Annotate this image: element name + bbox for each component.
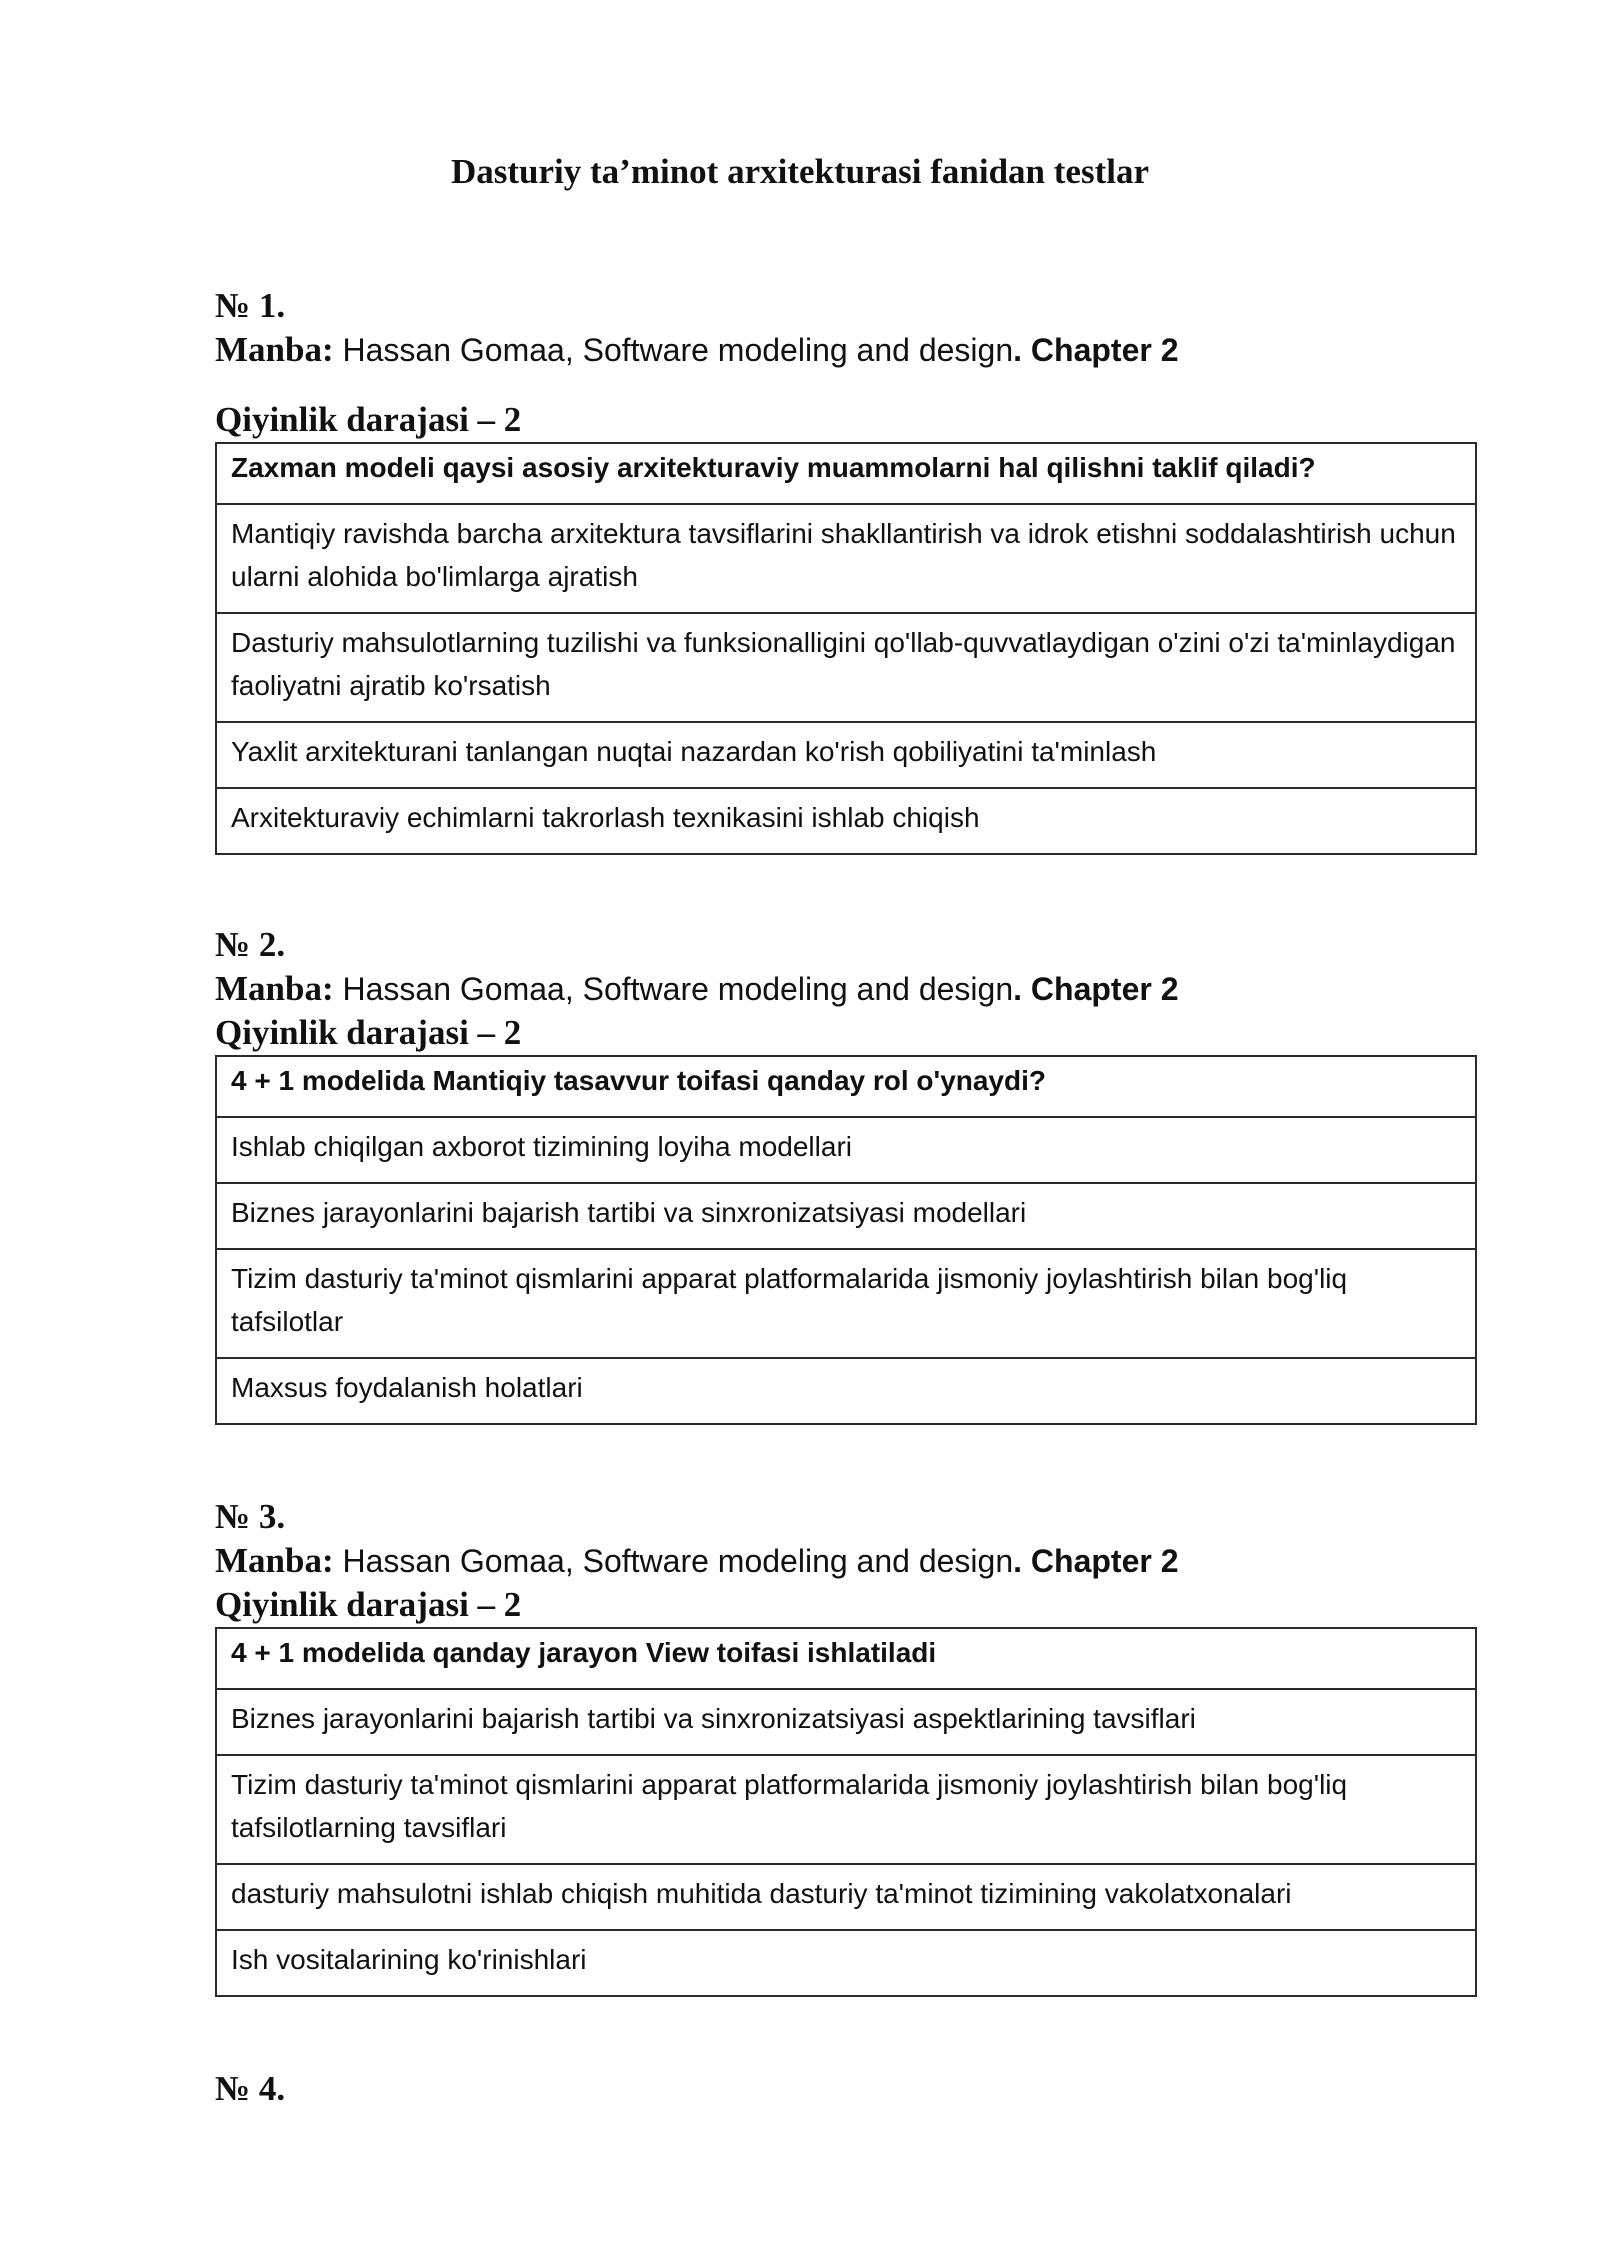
option-row (216, 1755, 1476, 1864)
source-chapter: . Chapter 2 (1013, 971, 1179, 1007)
option-row (216, 613, 1476, 722)
option-row (216, 1930, 1476, 1996)
difficulty-level: Qiyinlik darajasi – 2 (215, 1585, 522, 1624)
option-text: Tizim dasturiy ta'minot qismlarini apparat platformalarida jismoniy joylashtirish bilan bog'liq tafsilotlarning tavsiflari (216, 1755, 1476, 1864)
source-text: Hassan Gomaa, Software modeling and design (333, 332, 1014, 368)
option-text: Biznes jarayonlarini bajarish tartibi va sinxronizatsiyasi aspektlarining tavsiflari (216, 1689, 1476, 1755)
question-block-4 (215, 2067, 1475, 2111)
difficulty-level: Qiyinlik darajasi – 2 (215, 1013, 522, 1052)
source-chapter: . Chapter 2 (1013, 1543, 1179, 1579)
option-row (216, 1689, 1476, 1755)
option-row (216, 1249, 1476, 1358)
question-source (215, 1539, 1475, 1583)
option-text: Biznes jarayonlarini bajarish tartibi va sinxronizatsiyasi modellari (216, 1183, 1476, 1249)
option-row (216, 1864, 1476, 1930)
option-text: Ish vositalarining ko'rinishlari (216, 1930, 1476, 1996)
question-number: № 3. (215, 1497, 286, 1536)
difficulty-level: Qiyinlik darajasi – 2 (215, 400, 522, 439)
question-row (216, 1056, 1476, 1117)
option-row (216, 722, 1476, 788)
question-table (215, 1055, 1477, 1425)
question-block-1 (215, 284, 1475, 855)
question-table (215, 442, 1477, 855)
question-block-2 (215, 923, 1475, 1425)
source-text: Hassan Gomaa, Software modeling and design (333, 1543, 1014, 1579)
question-number: № 4. (215, 2069, 286, 2108)
option-row (216, 504, 1476, 613)
question-text: Zaxman modeli qaysi asosiy arxitekturaviy muammolarni hal qilishni taklif qiladi? (216, 443, 1476, 504)
question-text: 4 + 1 modelida qanday jarayon View toifasi ishlatiladi (216, 1628, 1476, 1689)
page-title: Dasturiy ta’minot arxitekturasi fanidan testlar (450, 152, 1149, 191)
option-row (216, 1358, 1476, 1424)
source-label: Manba: (215, 969, 334, 1008)
question-source (215, 328, 1475, 372)
option-text: Dasturiy mahsulotlarning tuzilishi va funksionalligini qo'llab-quvvatlaydigan o'zini o'zi ta'minlaydigan faoliyatni ajratib ko'rsatish (216, 613, 1476, 722)
question-text: 4 + 1 modelida Mantiqiy tasavvur toifasi qanday rol o'ynaydi? (216, 1056, 1476, 1117)
question-row (216, 443, 1476, 504)
question-number: № 2. (215, 925, 286, 964)
option-text: Yaxlit arxitekturani tanlangan nuqtai nazardan ko'rish qobiliyatini ta'minlash (216, 722, 1476, 788)
option-text: Arxitekturaviy echimlarni takrorlash texnikasini ishlab chiqish (216, 788, 1476, 854)
question-block-3 (215, 1495, 1475, 1997)
question-number: № 1. (215, 286, 286, 325)
question-row (216, 1628, 1476, 1689)
option-text: Ishlab chiqilgan axborot tizimining loyiha modellari (216, 1117, 1476, 1183)
source-label: Manba: (215, 1541, 334, 1580)
question-table (215, 1627, 1477, 1997)
option-row (216, 1117, 1476, 1183)
option-text: Mantiqiy ravishda barcha arxitektura tavsiflarini shakllantirish va idrok etishni soddalashtirish uchun ularni alohida bo'limlarga ajratish (216, 504, 1476, 613)
question-source (215, 967, 1475, 1011)
option-text: dasturiy mahsulotni ishlab chiqish muhitida dasturiy ta'minot tizimining vakolatxonalari (216, 1864, 1476, 1930)
option-text: Tizim dasturiy ta'minot qismlarini apparat platformalarida jismoniy joylashtirish bilan bog'liq tafsilotlar (216, 1249, 1476, 1358)
option-row (216, 788, 1476, 854)
option-row (216, 1183, 1476, 1249)
option-text: Maxsus foydalanish holatlari (216, 1358, 1476, 1424)
source-label: Manba: (215, 330, 334, 369)
source-chapter: . Chapter 2 (1013, 332, 1179, 368)
source-text: Hassan Gomaa, Software modeling and design (333, 971, 1014, 1007)
